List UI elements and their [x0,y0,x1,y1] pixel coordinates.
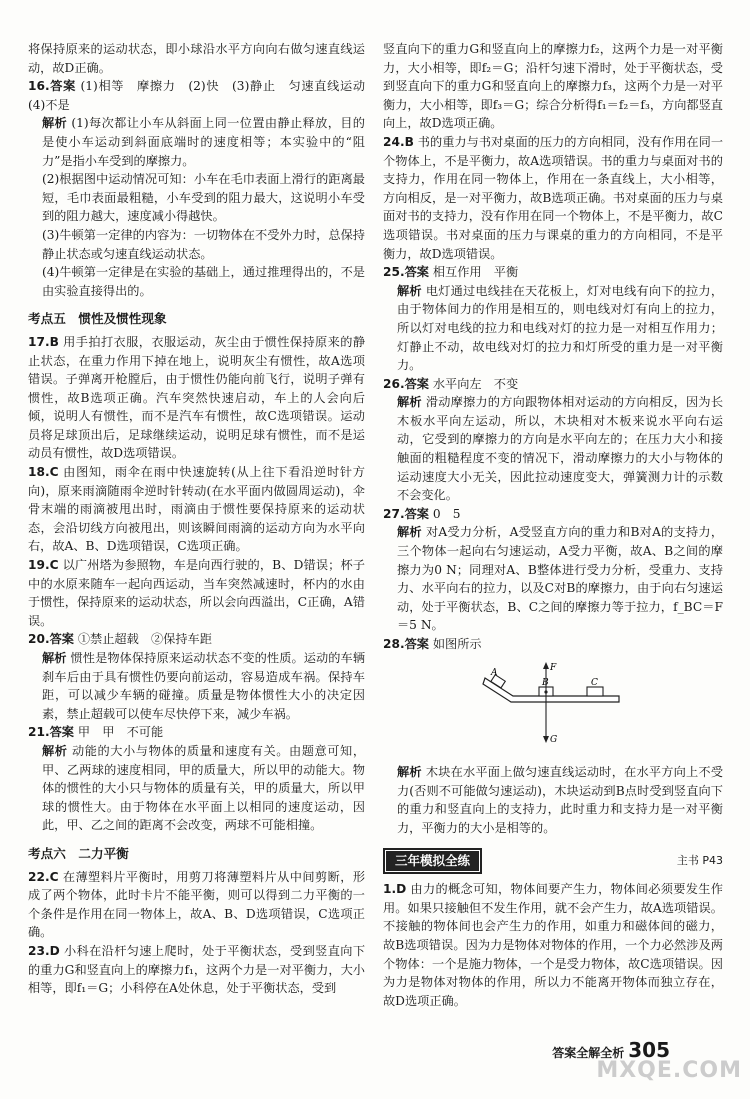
answer-28 [383,635,723,654]
analysis-text: 滑动摩擦力的方向跟物体相对运动的方向相反，因为长木板水平向左运动，所以，木块相对木板来说水平向右运动，它受到的摩擦力的方向是水平向左的；在压力大小和接触面的粗糙程度不变的情况下，滑动摩擦力的大小与物体的运动速度大小无关，因此拉动速度变大，弹簧测力计的示数不会变化。 [397,395,724,503]
answer-text: 如图所示 [432,637,482,651]
question-number: 17.B [28,334,59,349]
force-g-arrowhead [543,736,549,743]
analysis-label: 解析 [397,525,422,540]
paragraph: 竖直向下的重力G和竖直向上的摩擦力f₂，这两个力是一对平衡力，大小相等，即f₂＝G；沿杆匀速下滑时，处于平衡状态，受到竖直向下的重力G和竖直向上的摩擦力f₃，这两个力是一对平衡力，大小相等，即f₃＝G；综合分析得f₁＝f₂＝f₃，方向都竖直向上，故D选项正确。 [383,42,723,131]
question-number: 22.C [28,869,59,884]
paragraph: 将保持原来的运动状态，即小球沿水平方向向右做匀速直线运动，故D正确。 [28,42,365,75]
answer-19 [28,556,365,630]
question-number: 21.答案 [28,725,74,740]
footer-title: 答案全解全析 [552,1046,625,1060]
analysis-text: 电灯通过电线挂在天花板上，灯对电线有向下的拉力，由于物体间力的作用是相互的，则电线对灯有向上的拉力，所以灯对电线的拉力和电线对灯的拉力是一对相互作用力；灯静止不动，故电线对灯的拉力和灯所受的重力是一对平衡力。 [397,283,724,373]
answer-1 [383,880,723,1010]
analysis-paragraph: (2)根据图中运动情况可知：小车在毛巾表面上滑行的距离最短，毛巾表面最粗糙，小车受到的阻力最大，这说明小车受到的阻力越大，速度减小得越快。 [42,172,365,224]
force-diagram-svg [479,660,629,750]
answer-text: 用手拍打衣服，衣服运动，灰尘由于惯性保持原来的静止状态，在重力作用下掉在地上，说明灰尘有惯性，故A选项错误。子弹离开枪膛后，由于惯性仍能向前飞行，说明子弹有惯性，故B选项正确。汽车突然快速启动，车上的人会向后倾，说明人有惯性，而不是汽车有惯性，故C选项错误。运动员将足球顶出后，足球继续运动，说明足球有惯性，而不是运动员有惯性，故D选项错误。 [28,334,366,461]
question-number: 24.B [383,134,414,149]
force-f-arrowhead [543,662,549,669]
label-a: A [491,667,498,678]
label-c: C [591,677,598,688]
right-column [383,40,723,1010]
left-column [28,40,378,998]
analysis-text: 对A受力分析，A受竖直方向的重力和B对A的支持力，三个物体一起向右匀速运动，A受力平衡，故A、B之间的摩擦力为0 N；同理对A、B整体进行受力分析，受重力、支持力、水平向右的拉力，以及C对B的摩擦力，由于向右匀速运动，处于平衡状态，B、C之间的摩擦力等于拉力，f_BC＝F＝5 N。 [397,525,724,633]
answer-23 [28,942,365,998]
answer-text: 小科在沿杆匀速上爬时，处于平衡状态，受到竖直向下的重力G和竖直向上的摩擦力f₁，这两个力是一对平衡力，大小相等，即f₁＝G；小科停在A处休息，处于平衡状态，受到 [28,943,366,996]
answer-text: (1)相等 摩擦力 (2)快 (3)静止 匀速直线运动 (4)不是 [28,79,378,112]
answer-20 [28,630,365,649]
answer-text: ①禁止超载 ②保持车距 [77,632,212,647]
answer-text: 书的重力与书对桌面的压力的方向相同，没有作用在同一个物体上，不是平衡力，故A选项错误。书的重力与桌面对书的支持力，作用在同一物体上，作用在一条直线上，大小相等，方向相反，是一对平衡力，故B选项正确。书对桌面的压力与桌面对书的支持力，没有作用在同一个物体上，不是平衡力，故C选项错误。书对桌面的压力与课桌的重力的方向相同，不是平衡力，故D选项错误。 [383,134,724,261]
analysis-20 [28,649,365,723]
answer-25 [383,263,723,282]
analysis-text: 木块在水平面上做匀速直线运动时，在水平方向上不受力(否则不可能做匀速运动)，木块运动到B点时受到竖直向下的重力和竖直向上的支持力，此时重力和支持力是一对平衡力，平衡力的大小是相等的。 [397,765,724,835]
analysis-label: 解析 [397,395,422,410]
answer-text: 以广州塔为参照物，车是向西行驶的，B、D错误；杯子中的水原来随车一起向西运动，当车突然减速时，杯内的水由于惯性，保持原来的运动状态，所以会向西溢出，C正确，A错误。 [28,558,365,628]
analysis-26 [383,393,723,505]
analysis-label: 解析 [397,283,422,298]
analysis-16 [28,114,365,170]
analysis-text: 惯性是物体保持原来运动状态不变的性质。运动的车辆刹车后由于具有惯性仍要向前运动，容易造成车祸。保持车距，可以减少车辆的碰撞。质量是物体惯性大小的决定因素，禁止超载可以使车尽快停下来，减少车祸。 [42,651,366,721]
analysis-paragraph: (3)牛顿第一定律的内容为：一切物体在不受外力时，总保持静止状态或匀速直线运动状态。 [42,227,365,261]
analysis-text: (1)每次都让小车从斜面上同一位置由静止释放，目的是使小车运动到斜面底端时的速度相等；本实验中的“阻力”是指小车受到的摩擦力。 [42,116,365,168]
analysis-text: 动能的大小与物体的质量和速度有关。由题意可知，甲、乙两球的速度相同，甲的质量大，所以甲的动能大。物体的惯性的大小只与物体的质量有关，甲的质量大，所以甲球的惯性大。由于物体在水平面上以相同的速度运动，因此，甲、乙之间的距离不会改变，两球不可能相撞。 [42,743,366,833]
answer-text: 由力的概念可知，物体间要产生力，物体间必须要发生作用。如果只接触但不发生作用，就不会产生力，故A选项错误。不接触的物体间也会产生力的作用，如重力和磁体间的磁力，故B选项错误。因为力是物体对物体的作用，一个力必然涉及两个物体：一个是施力物体，一个是受力物体，故C选项错误。因为力是物体对物体的作用，所以力不能离开物体而独立存在，故D选项正确。 [383,882,723,1008]
answer-17 [28,333,365,463]
answer-text: 0 5 [432,506,461,521]
question-number: 26.答案 [383,376,429,391]
analysis-paragraph: (4)牛顿第一定律是在实验的基础上，通过推理得出的，不是由实验直接得出的。 [42,265,365,298]
page-number: 305 [628,1038,670,1062]
section-heading: 考点五 惯性及惯性现象 [28,311,167,327]
force-diagram [479,660,723,756]
section-banner-row [383,848,723,875]
block-c [587,687,603,696]
analysis-label: 解析 [42,651,67,665]
analysis-label: 解析 [42,116,68,131]
answer-22 [28,868,365,942]
label-b: B [542,677,549,688]
answer-text: 水平向左 不变 [432,376,519,391]
answer-text: 由图知，雨伞在雨中快速旋转(从上往下看沿逆时针方向)，原来雨滴随雨伞逆时针转动(在水平面内做圆周运动)，伞骨末端的雨滴被甩出时，雨滴由于惯性要保持原来的运动状态，会沿切线方向被甩出，则该瞬间雨滴的运动方向为水平向右，故A、B、D选项错误，C选项正确。 [28,465,365,554]
watermark: MXQE.COM [596,1058,742,1083]
question-number: 27.答案 [383,506,429,521]
question-number: 25.答案 [383,265,429,280]
analysis-25 [383,282,723,375]
label-f: F [550,662,557,673]
analysis-28 [383,763,723,837]
answer-27 [383,505,723,524]
analysis-label: 解析 [42,743,68,758]
book-reference: 主书 P43 [676,853,723,867]
analysis-21 [28,742,365,835]
answer-18 [28,463,365,556]
section-heading: 考点六 二力平衡 [28,845,129,861]
question-number: 16.答案 [28,79,76,94]
question-number: 28.答案 [383,637,429,651]
answer-26 [383,375,723,394]
question-number: 19.C [28,558,59,573]
answer-text: 相互作用 平衡 [432,265,519,280]
question-number: 1.D [383,882,407,897]
analysis-label: 解析 [397,765,422,780]
question-number: 18.C [28,465,59,480]
answer-21 [28,723,365,742]
question-number: 20.答案 [28,632,74,647]
answer-24 [383,133,723,263]
section-banner: 三年模拟全练 [383,848,482,875]
question-number: 23.D [28,943,60,958]
answer-text: 在薄塑料片平衡时，用剪刀将薄塑料片从中间剪断，形成了两个物体，此时卡片不能平衡，则可以得到二力平衡的一个条件是作用在同一物体上，故A、B、D选项错误，C选项正确。 [28,869,366,940]
label-g: G [550,734,558,745]
analysis-27 [383,523,723,635]
answer-16 [28,77,378,114]
answer-text: 甲 甲 不可能 [77,725,164,740]
